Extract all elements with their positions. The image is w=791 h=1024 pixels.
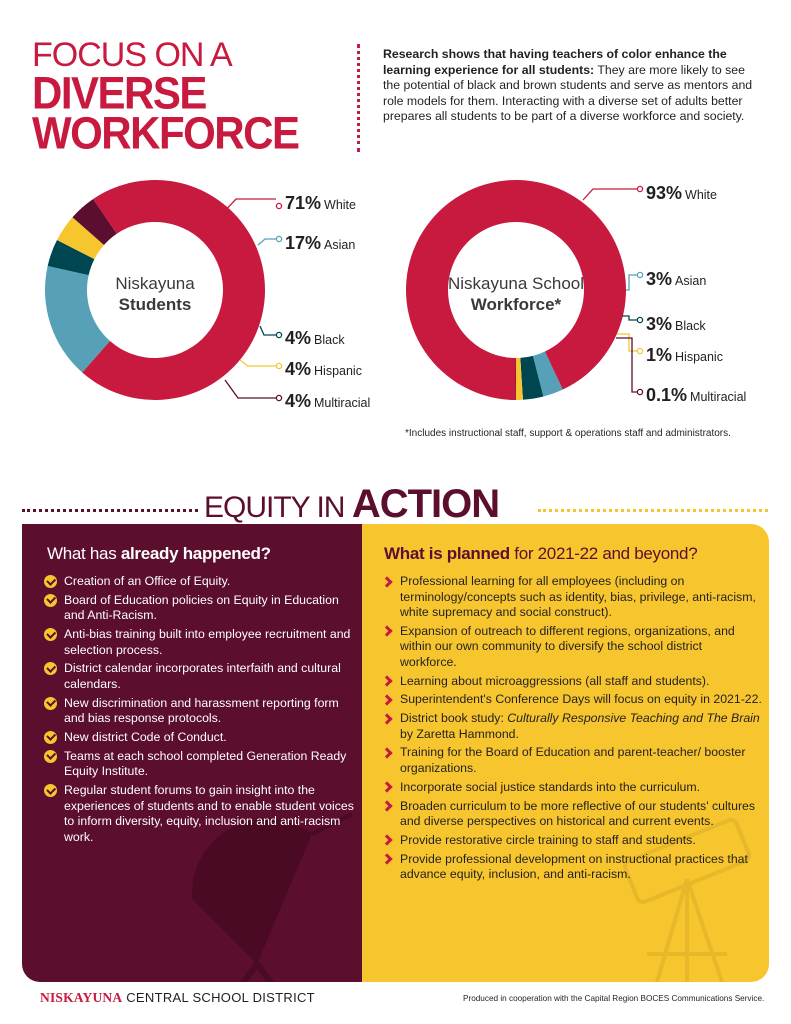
happened-list [44,574,356,848]
planned-item-text: Provide restorative circle training to staff and students. [400,832,696,847]
happened-item-text: New discrimination and harassment reporting form and bias response protocols. [64,695,339,726]
happened-item-text: Board of Education policies on Equity in Education and Anti-Racism. [64,592,339,623]
check-icon [44,731,57,744]
intro-bold: Research shows that having teachers of color enhance the learning experience for all students: [383,47,727,77]
equity-in-action-title [204,482,499,528]
callout-dot [637,186,642,191]
callout-category: White [324,198,356,212]
section-dots-right [538,509,768,512]
district-name-bold: NISKAYUNA [40,990,123,1005]
planned-item-text: Broaden curriculum to be more reflective of our students' cultures and diverse perspectives on historical and current events. [400,798,756,829]
callout-percent: 71% [285,193,322,213]
check-icon [44,697,57,710]
callout-category: Hispanic [314,364,362,378]
planned-item [382,852,762,883]
planned-item [382,745,762,776]
intro-text: They are more likely to see the potential of black and brown students and serve as mentors and role models for them. Interacting with a diverse set of adults better prepares all students to be part of a diverse workforce and society. [383,62,753,124]
callout-category: Black [675,319,706,333]
happened-item [44,696,356,727]
check-icon [44,575,57,588]
happened-item-text: Creation of an Office of Equity. [64,574,231,588]
equity-title-bold: ACTION [351,482,500,526]
callout-line [583,189,637,200]
happened-item [44,783,356,845]
callout-percent: 17% [285,233,322,253]
callout-dot [276,332,281,337]
happened-item [44,574,356,590]
callout-dot [276,236,281,241]
happened-item [44,730,356,746]
callout-label-asian [646,269,706,289]
callout-dot [637,272,642,277]
callout-label-black [285,328,345,348]
page-title [32,36,362,159]
planned-item-text: Learning about microaggressions (all staff and students). [400,673,710,688]
callout-category: Multiracial [314,396,371,410]
planned-item [382,692,762,708]
planned-heading: What is planned for 2021-22 and beyond? [384,544,698,563]
donut-charts [0,170,791,425]
chevron-right-icon [381,854,392,865]
callout-percent: 4% [285,359,312,379]
planned-item-text: Incorporate social justice standards into the curriculum. [400,779,701,794]
check-icon [44,750,57,763]
chart-footnote: *Includes instructional staff, support & operations staff and administrators. [405,428,731,439]
callout-percent: 4% [285,391,312,411]
callout-label-white [646,183,717,203]
callout-label-black [646,314,706,334]
callout-label-multiracial [285,391,370,411]
chevron-right-icon [381,576,392,587]
planned-list [382,574,762,886]
planned-item [382,833,762,849]
callout-category: Multiracial [690,390,747,404]
callout-line [225,380,276,398]
chevron-right-icon [381,800,392,811]
title-line-1: FOCUS ON A [32,36,232,74]
title-line-2: DIVERSE [32,67,206,119]
callout-percent: 3% [646,269,673,289]
happened-item [44,749,356,780]
callout-percent: 4% [285,328,312,348]
chevron-right-icon [381,675,392,686]
district-name-rest: CENTRAL SCHOOL DISTRICT [122,990,315,1005]
happened-heading: What has already happened? [47,544,271,563]
happened-panel [22,524,362,982]
callout-percent: 0.1% [646,385,688,405]
planned-item [382,711,762,742]
planned-item [382,780,762,796]
callout-dot [637,389,642,394]
happened-item-text: District calendar incorporates interfaith and cultural calendars. [64,661,341,691]
check-icon [44,594,57,607]
callout-category: Asian [675,274,707,288]
callout-line [258,239,276,245]
callout-label-white [285,193,356,213]
callout-label-multiracial [646,385,746,405]
planned-item [382,574,762,621]
workforce-title-line-1: Niskayuna School [447,274,585,293]
happened-item-text: Teams at each school completed Generation Ready Equity Institute. [64,748,347,779]
students-title-line-2: Students [118,295,192,314]
callout-line [626,275,637,290]
check-icon [44,628,57,641]
callout-category: White [685,188,717,202]
chevron-right-icon [381,626,392,637]
planned-item-text: Expansion of outreach to different regions, organizations, and within our own community to diversify the school district workforce. [400,623,735,669]
callout-category: Black [314,333,345,347]
credit-line: Produced in cooperation with the Capital Region BOCES Communications Service. [463,994,765,1003]
check-icon [44,784,57,797]
planned-panel [362,524,769,982]
callout-percent: 93% [646,183,683,203]
happened-item [44,627,356,658]
callout-line [616,338,637,392]
callout-line [260,326,276,335]
callout-percent: 3% [646,314,673,334]
planned-item-text: Professional learning for all employees (including on terminology/concepts such as identity, bias, privilege, anti-racism, white supremacy and social construct). [400,574,756,619]
title-line-3: WORKFORCE [32,107,299,159]
happened-item [44,593,356,624]
planned-item-text: Superintendent's Conference Days will focus on equity in 2021-22. [400,692,762,707]
planned-item-text: District book study: [400,711,508,726]
callout-dot [276,363,281,368]
planned-item [382,799,762,830]
callout-category: Hispanic [675,350,723,364]
callout-label-hispanic [646,345,723,365]
planned-item [382,674,762,690]
chevron-right-icon [381,694,392,705]
equity-title-light: EQUITY IN [204,491,352,524]
happened-item-text: New district Code of Conduct. [64,729,227,744]
chevron-right-icon [381,747,392,758]
planned-item-text: Training for the Board of Education and parent-teacher/ booster organizations. [400,745,746,775]
intro-paragraph [383,47,753,125]
chevron-right-icon [381,782,392,793]
callout-line [622,316,637,320]
callout-label-hispanic [285,359,362,379]
district-name [40,990,315,1006]
book-author: by Zaretta Hammond. [400,726,519,741]
happened-item-text: Anti-bias training built into employee recruitment and selection process. [64,627,351,657]
callout-percent: 1% [646,345,673,365]
callout-line [617,334,637,351]
title-divider [357,44,360,152]
callout-line [240,360,276,366]
students-title-line-1: Niskayuna [115,274,195,293]
check-icon [44,662,57,675]
callout-label-asian [285,233,355,253]
book-title: Culturally Responsive Teaching and The Brain [507,711,760,726]
chevron-right-icon [381,713,392,724]
callout-dot [276,395,281,400]
planned-item-text: Provide professional development on instructional practices that advance equity, inclusion, and anti-racism. [400,851,748,882]
workforce-title-line-2: Workforce* [470,295,562,314]
callout-category: Asian [324,238,356,252]
callout-dot [637,317,642,322]
section-dots-left [22,509,198,512]
happened-item-text: Regular student forums to gain insight into the experiences of students and to enable student voices to inform diversity, equity, inclusion and anti-racism work. [64,783,354,844]
chevron-right-icon [381,835,392,846]
callout-dot [637,348,642,353]
happened-item [44,661,356,692]
planned-item [382,624,762,671]
callout-dot [276,203,281,208]
